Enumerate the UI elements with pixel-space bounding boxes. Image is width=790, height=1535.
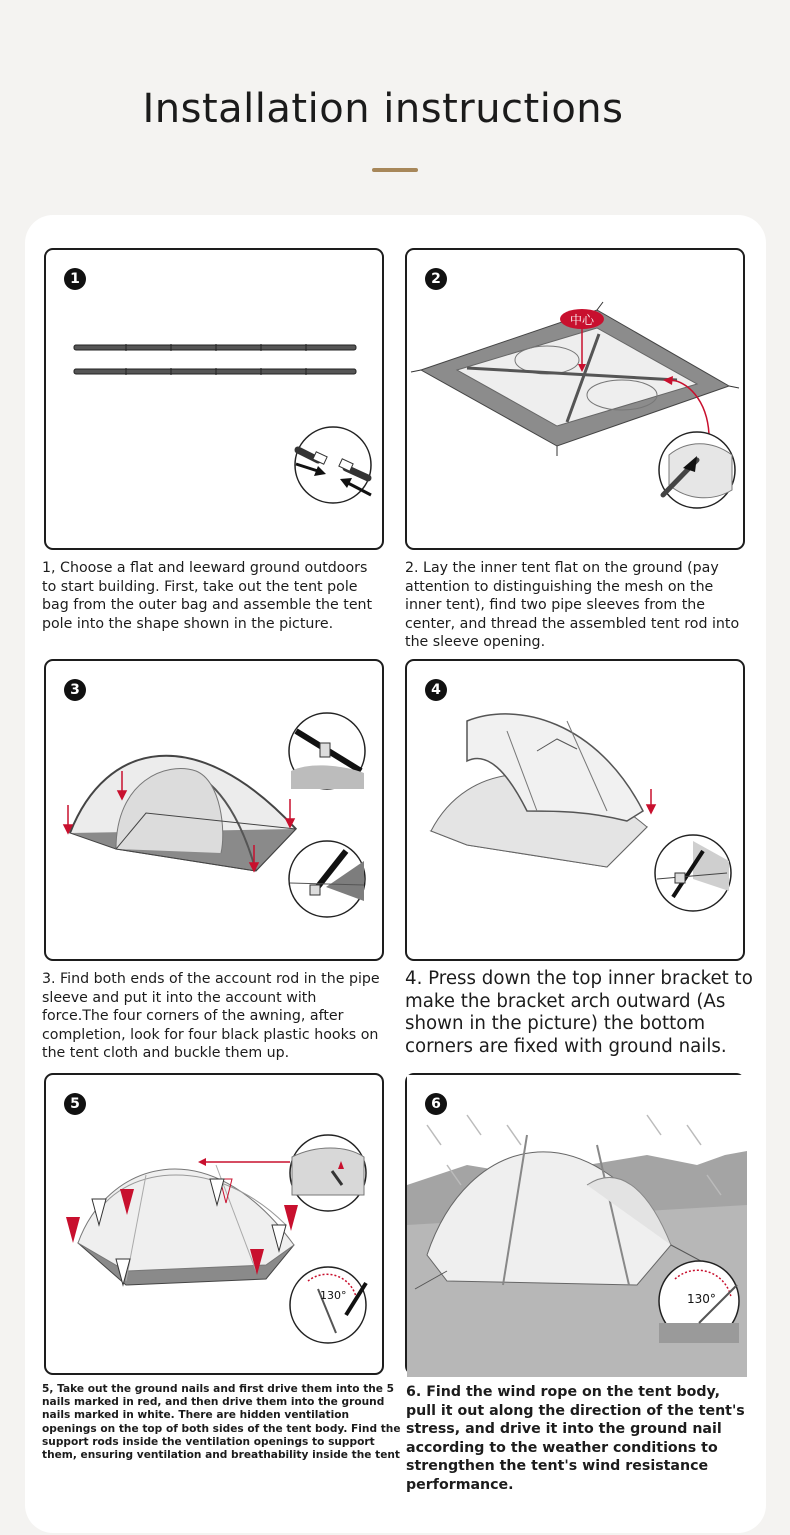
step-4-badge: 4 — [425, 679, 447, 701]
angle-detail — [290, 1267, 366, 1343]
ground-nail-illustration — [46, 1075, 386, 1377]
stake-angle-detail — [659, 1261, 739, 1343]
step-1-panel — [44, 248, 384, 550]
ground-nail-detail — [655, 835, 731, 911]
step-3-badge: 3 — [64, 679, 86, 701]
wind-rope-illustration — [407, 1075, 747, 1377]
step-5-caption: 5, Take out the ground nails and first drive them into the 5 nails marked in red, and then drive them into the ground nails marked in white. There are hidden ventilation openings on the top of both sides of the tent body. Find the support rods inside the ventilation openings to support them, ensuring ventilation and breathability inside the tent — [42, 1383, 401, 1462]
step-6-badge: 6 — [425, 1093, 447, 1115]
tent-pole-1 — [74, 344, 356, 351]
step-5-badge: 5 — [64, 1093, 86, 1115]
step-2-caption: 2. Lay the inner tent flat on the ground (pay attention to distinguishing the mesh on the inner tent), find two pipe sleeves from the center, and thread the assembled tent rod into the sleeve opening. — [405, 560, 740, 651]
angle-label: 130° — [687, 1292, 716, 1306]
pole-illustration — [46, 250, 386, 552]
pole-insert-illustration — [46, 661, 386, 963]
step-1-caption: 1, Choose a flat and leeward ground outdoors to start building. First, take out the tent pole bag from the outer bag and assemble the tent pole into the shape shown in the picture. — [42, 560, 373, 632]
bracket-illustration — [407, 661, 747, 963]
step-6-panel — [405, 1073, 745, 1375]
step-5-panel — [44, 1073, 384, 1375]
tent-pole-2 — [74, 368, 356, 375]
pole-joint-detail — [295, 427, 371, 503]
step-2-panel — [405, 248, 745, 550]
inner-tent-illustration — [407, 250, 747, 552]
hook-detail — [289, 841, 365, 917]
page-title: Installation instructions — [142, 86, 624, 132]
red-arrow — [647, 789, 655, 813]
step-6-caption: 6. Find the wind rope on the tent body, pull it out along the direction of the tent's stress, and drive it into the ground nail according to the weather conditions to strengthen the tent's wind resistance performance. — [406, 1384, 745, 1493]
step-4-caption: 4. Press down the top inner bracket to make the bracket arch outward (As shown in the picture) the bottom corners are fixed with ground nails. — [405, 968, 753, 1057]
step-3-caption: 3. Find both ends of the account rod in the pipe sleeve and put it into the account with force.The four corners of the awning, after completion, look for four black plastic hooks on the tent cloth and buckle them up. — [42, 971, 380, 1062]
vent-detail — [290, 1135, 366, 1211]
step-2-badge: 2 — [425, 268, 447, 290]
sleeve-detail — [659, 432, 735, 508]
step-3-panel — [44, 659, 384, 961]
title-divider — [372, 168, 418, 172]
angle-label: 130° — [320, 1289, 347, 1302]
center-label: 中心 — [569, 313, 595, 327]
pole-end-detail — [289, 713, 365, 789]
step-4-panel — [405, 659, 745, 961]
step-1-badge: 1 — [64, 268, 86, 290]
